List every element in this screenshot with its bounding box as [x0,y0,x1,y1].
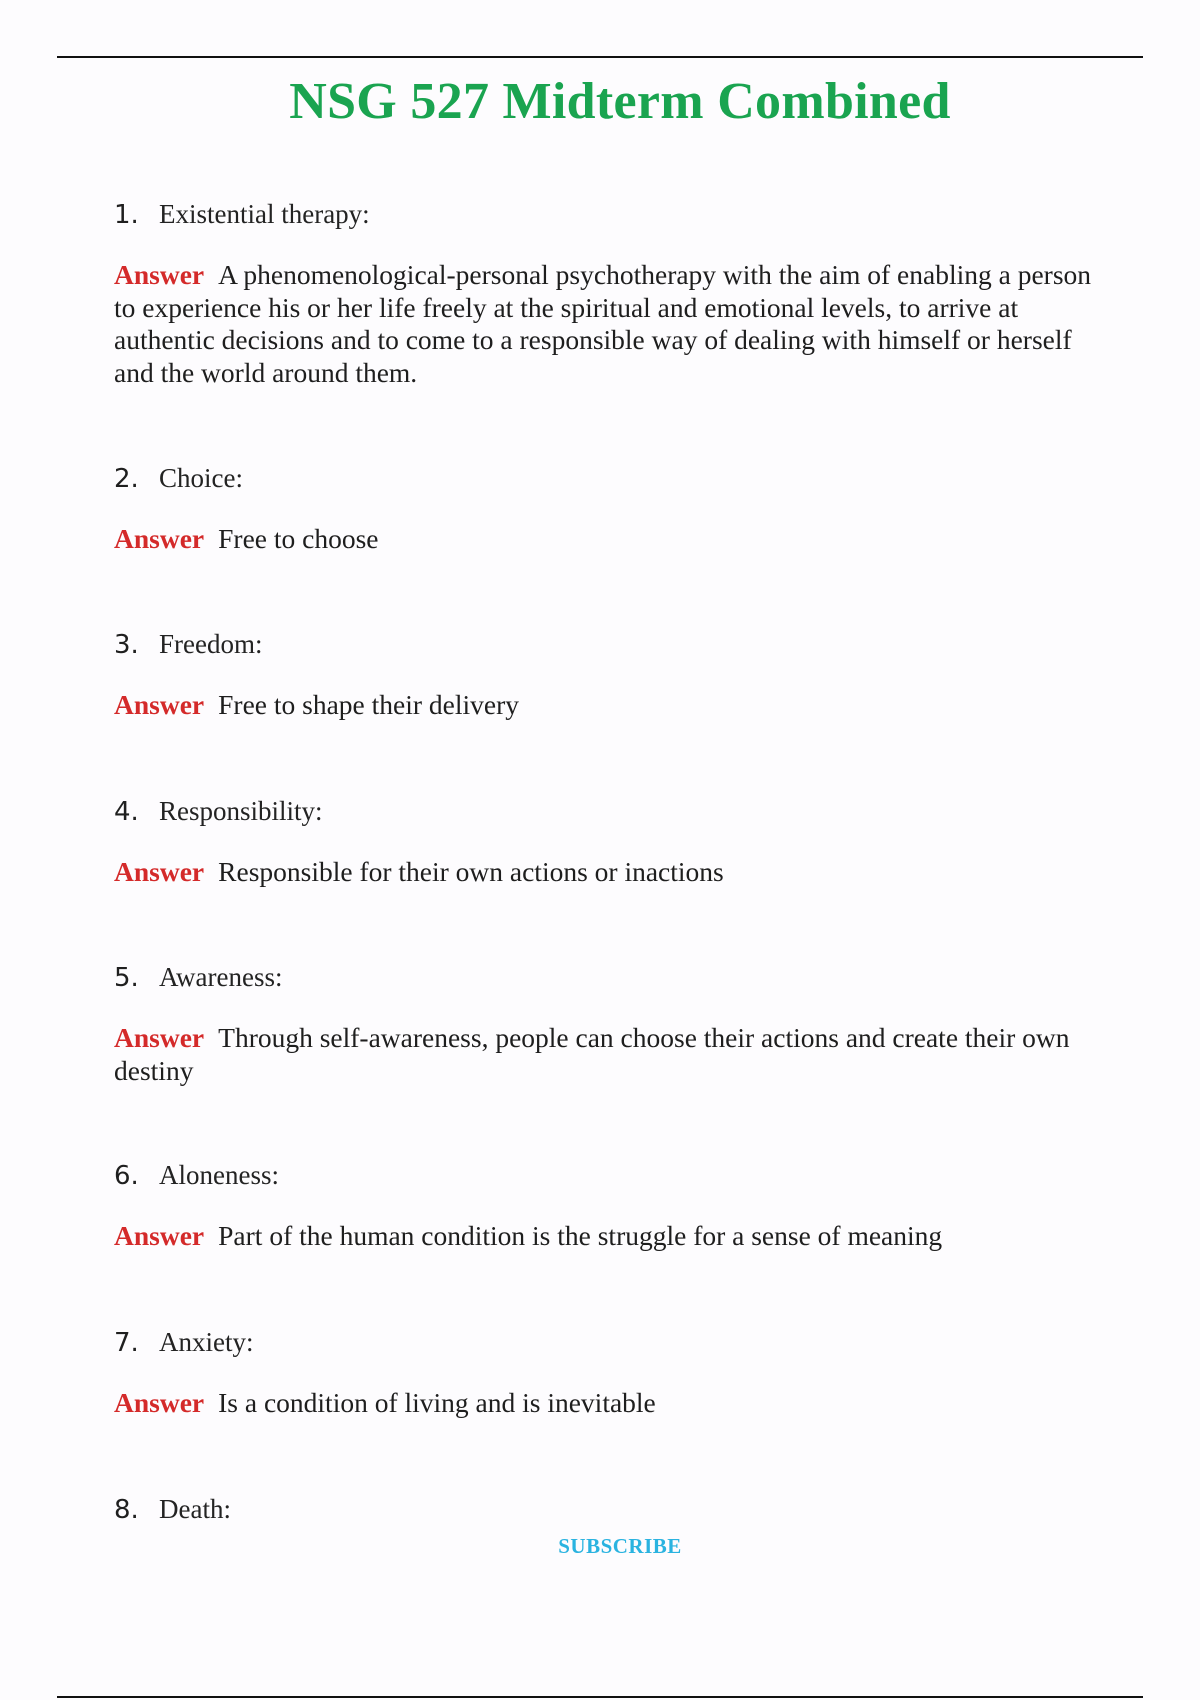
answer-body: Is a condition of living and is inevitable [218,1387,656,1418]
question-label: Existential therapy: [159,199,370,229]
question-number: 7. [114,1328,139,1358]
question-number: 5. [114,963,139,993]
answer-body: Through self-awareness, people can choose their actions and create their own destiny [114,1022,1070,1086]
question-label: Death: [159,1494,231,1524]
question-item [114,1326,1120,1420]
answer-label: Answer [114,1387,205,1418]
question-item [114,1493,1120,1526]
answer-text [114,1220,1114,1253]
question-number: 8. [114,1495,139,1525]
answer-label: Answer [114,856,205,887]
answer-label: Answer [114,689,205,720]
question-number: 2. [114,464,139,494]
question-label: Aloneness: [159,1160,279,1190]
question-label: Anxiety: [159,1327,254,1357]
answer-label: Answer [114,259,205,290]
answer-body: Part of the human condition is the struggle for a sense of meaning [218,1220,943,1251]
answer-text [114,689,1114,722]
question-header [114,961,1120,994]
document-title: NSG 527 Midterm Combined [289,73,951,130]
answer-body: A phenomenological-personal psychotherapy with the aim of enabling a person to experience his or her life freely at the spiritual and emotional levels, to arrive at authentic decisions and to come to a responsible way of dealing with himself or herself and the world around them. [114,259,1092,388]
answer-text [114,1387,1114,1420]
question-label: Choice: [159,463,243,493]
top-rule [57,56,1143,58]
question-number: 4. [114,797,139,827]
answer-text [114,523,1114,556]
question-item [114,198,1120,389]
subscribe-link[interactable]: SUBSCRIBE [558,1534,682,1558]
answer-text [114,259,1114,389]
question-header [114,1159,1120,1192]
answer-label: Answer [114,523,205,554]
question-header [114,1493,1120,1526]
question-item [114,961,1120,1087]
answer-body: Free to choose [218,523,379,554]
question-item [114,1159,1120,1253]
question-number: 1. [114,200,139,230]
question-item [114,462,1120,556]
question-header [114,198,1120,231]
bottom-rule [57,1696,1143,1698]
answer-body: Responsible for their own actions or inactions [218,856,724,887]
answer-text [114,1022,1114,1087]
question-header [114,628,1120,661]
question-label: Freedom: [159,629,263,659]
question-number: 6. [114,1161,139,1191]
question-item [114,795,1120,889]
question-item [114,628,1120,722]
question-label: Responsibility: [159,796,323,826]
question-header [114,795,1120,828]
question-number: 3. [114,630,139,660]
answer-body: Free to shape their delivery [218,689,520,720]
answer-label: Answer [114,1022,205,1053]
answer-text [114,856,1114,889]
answer-label: Answer [114,1220,205,1251]
question-header [114,462,1120,495]
question-label: Awareness: [159,962,283,992]
question-header [114,1326,1120,1359]
